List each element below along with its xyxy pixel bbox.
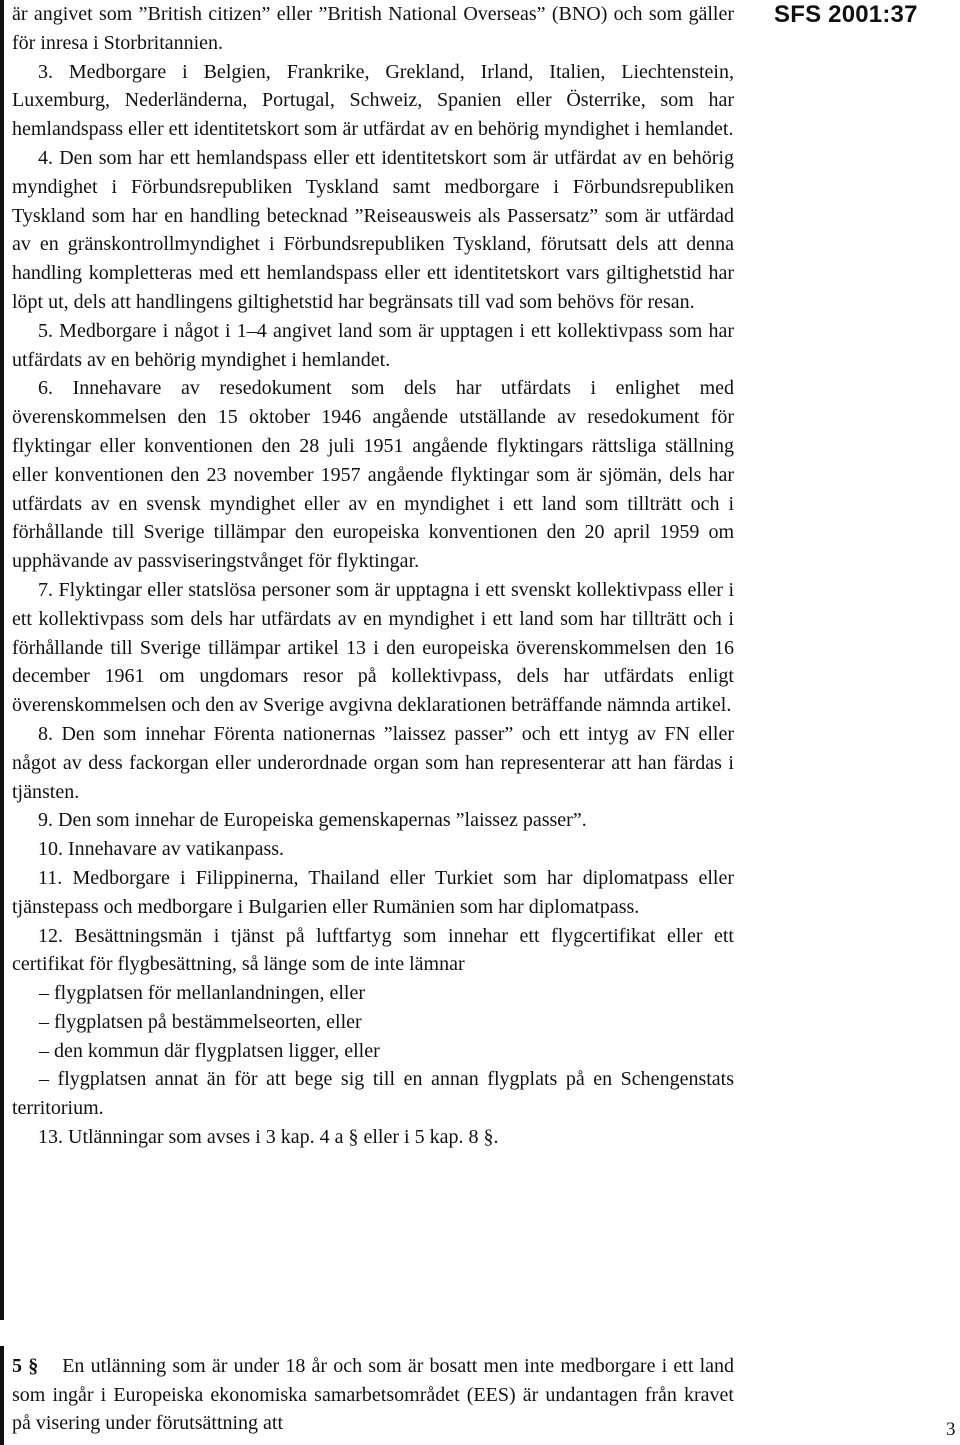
dash-item: – flygplatsen för mellanlandningen, eller	[39, 982, 366, 1005]
item-10: 10. Innehavare av vatikanpass.	[38, 838, 285, 861]
margin-rule-top	[0, 0, 4, 1320]
item-12: 12. Besättningsmän i tjänst på luftfartyg som innehar ett flygcertifikat eller ett certifikat för flygbesättning, så länge som de inte lämnar	[12, 924, 734, 976]
margin-rule-bottom	[0, 1346, 4, 1445]
item-9: 9. Den som innehar de Europeiska gemenskapernas ”laissez passer”.	[38, 809, 587, 832]
dash-item: – den kommun där flygplatsen ligger, eller	[39, 1039, 380, 1062]
dash-item: – flygplatsen på bestämmelseorten, eller	[39, 1010, 362, 1033]
continued-paragraph: är angivet som ”British citizen” eller ”British National Overseas” (BNO) och som gäller för inresa i Storbritannien.	[12, 3, 734, 54]
main-text	[12, 0, 734, 1152]
item-5: 5. Medborgare i något i 1–4 angivet land som är upptagen i ett kollektivpass som har utfärdats av en behörig myndighet i hemlandet.	[12, 319, 734, 371]
dash-item: – flygplatsen annat än för att bege sig till en annan flygplats på en Schengenstats territorium.	[12, 1068, 734, 1120]
section-text: En utlänning som är under 18 år och som är bosatt men inte medborgare i ett land som ingår i Europeiska ekonomiska samarbetsområdet (EES) är undantagen från kravet på visering under förutsättning att	[12, 1355, 735, 1435]
section-number: 5 §	[12, 1355, 39, 1377]
page-number: 3	[946, 1419, 956, 1440]
item-4: 4. Den som har ett hemlandspass eller ett identitetskort som är utfärdat av en behörig myndighet i Förbundsrepubliken Tyskland samt medborgare i Förbundsrepubliken Tyskland som har en handling betecknad ”Reiseausweis als Passersatz” som är utfärdad av en gränskontrollmyndighet i Förbundsrepubliken Tyskland, förutsatt dels att denna handling kompletteras med ett hemlandspass eller ett identitetskort vars giltighetstid har löpt ut, dels att handlingens giltighetstid har begränsats till vad som behövs för resan.	[12, 146, 734, 313]
section-paragraph	[12, 1352, 734, 1438]
item-8: 8. Den som innehar Förenta nationernas ”laissez passer” och ett intyg av FN eller något av dess fackorgan eller underordnade organ som han representerar att han färdas i tjänsten.	[12, 722, 734, 803]
section-5	[12, 1352, 734, 1438]
sfs-reference: SFS 2001:37	[774, 1, 918, 28]
item-3: 3. Medborgare i Belgien, Frankrike, Grekland, Irland, Italien, Liechtenstein, Luxemburg, Nederländerna, Portugal, Schweiz, Spanien eller Österrike, som har hemlandspass eller ett identitetskort som är utfärdat av en behörig myndighet i hemlandet.	[12, 60, 734, 141]
item-6: 6. Innehavare av resedokument som dels har utfärdats i enlighet med överenskommelsen den 15 oktober 1946 angående utställande av resedokument för flyktingar eller konventionen den 28 juli 1951 angående flyktingars rättsliga ställning eller konventionen den 23 november 1957 angående flyktingar som är sjömän, dels har utfärdats av en svensk myndighet eller av en myndighet i ett land som tillträtt och i förhållande till Sverige tillämpar den europeiska konventionen den 20 april 1959 om upphävande av passviseringstvånget för flyktingar.	[12, 377, 734, 573]
item-7: 7. Flyktingar eller statslösa personer som är upptagna i ett svenskt kollektivpass eller i ett kollektivpass som dels har utfärdats av en myndighet i ett land som har tillträtt och i förhållande till Sverige tillämpar artikel 13 i den europeiska överenskommelsen den 16 december 1961 om ungdomars resor på kollektivpass, dels har utfärdats enligt överenskommelsen och den av Sverige avgivna deklarationen beträffande nämnda artikel.	[12, 578, 734, 717]
item-11: 11. Medborgare i Filippinerna, Thailand eller Turkiet som har diplomatpass eller tjänstepass och medborgare i Bulgarien eller Rumänien som har diplomatpass.	[12, 866, 734, 918]
item-13: 13. Utlänningar som avses i 3 kap. 4 a § eller i 5 kap. 8 §.	[38, 1126, 499, 1149]
